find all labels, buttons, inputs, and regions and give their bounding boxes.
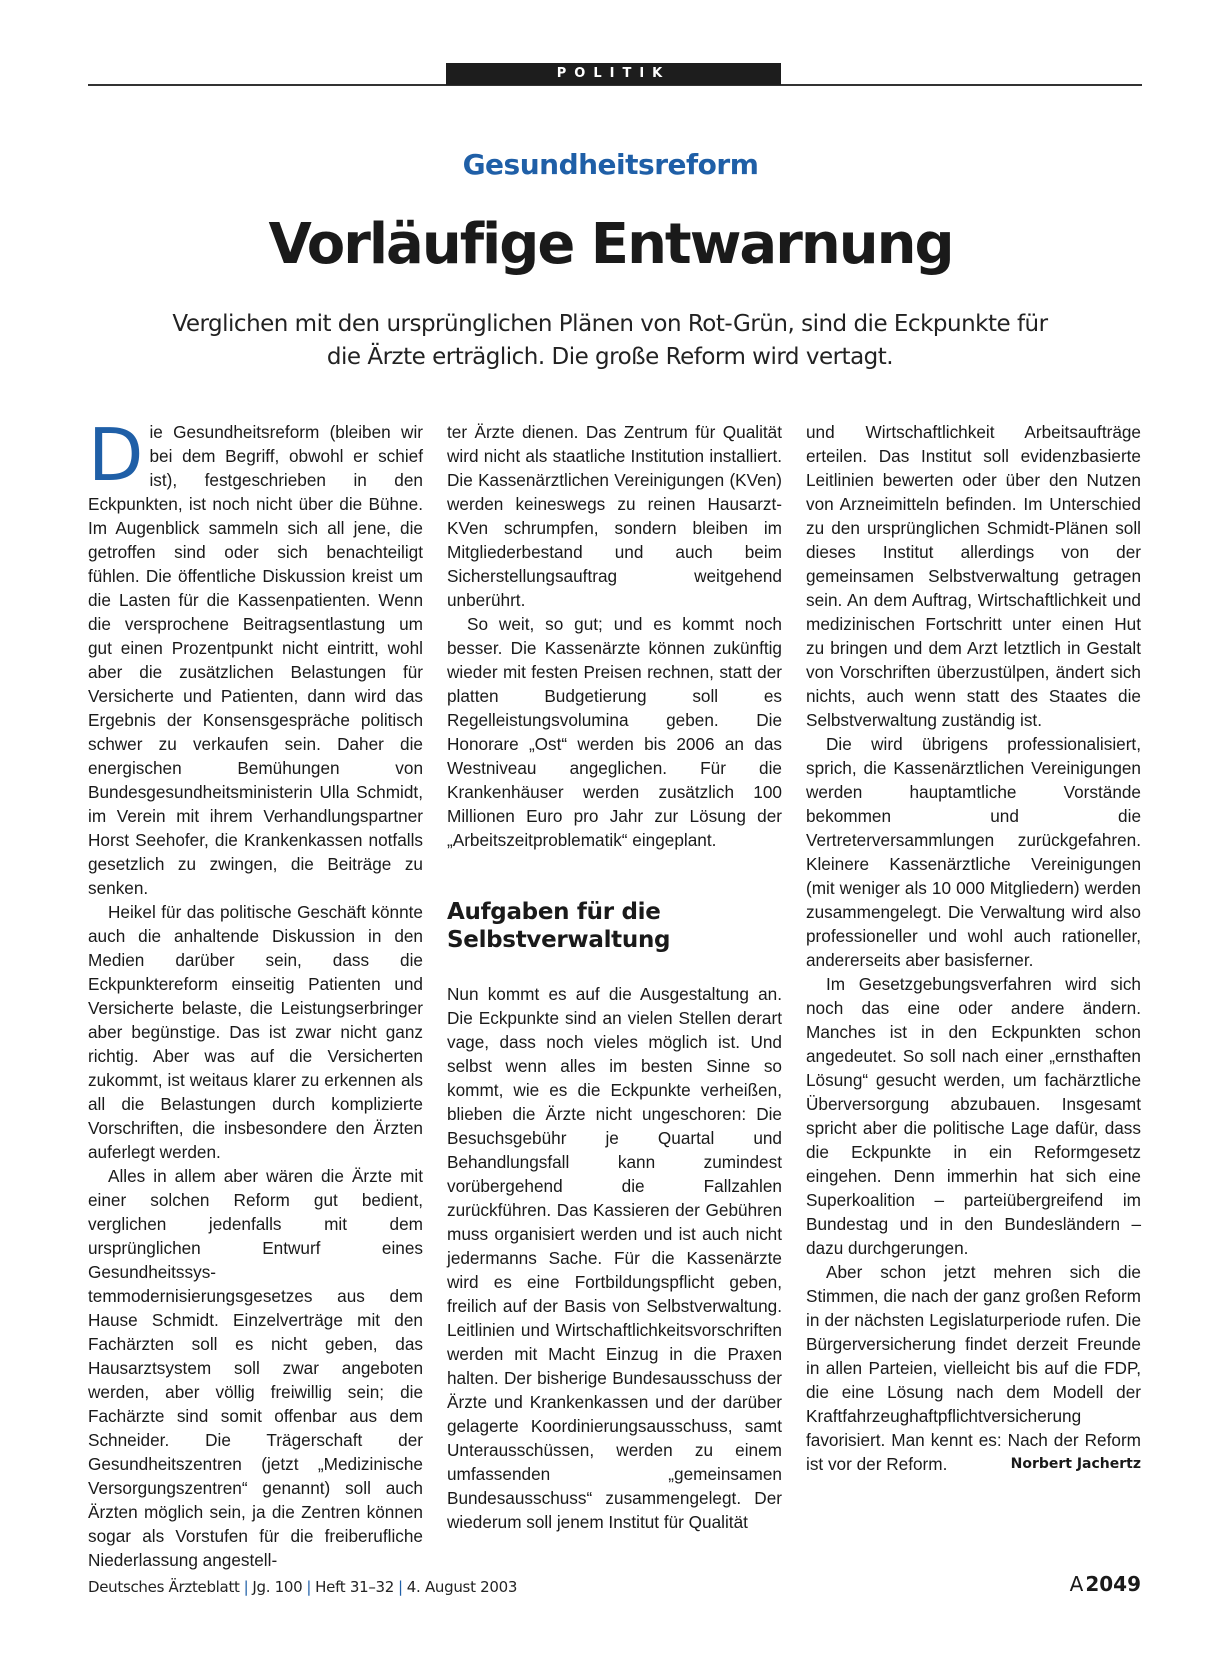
paragraph-7: Im Gesetzgebungsverfahren wird sich noch das eine oder andere ändern. Manches ist in den Eckpunkten schon angedeutet. So soll nach einer „ernsthaften Lösung“ gesucht werden, um fachärztliche Überversorgung abzubauen. Insgesamt spricht aber die politische Lage dafür, dass die Eckpunkte in ein Reformgesetz eingehen. Denn immerhin hat sich eine Superkoalition – parteiübergreifend im Bundestag und in den Bundesländern – dazu durchgerungen. [806,974,1141,1258]
date: 4. August 2003 [406,1578,518,1596]
paragraph-5-start: Nun kommt es auf die Ausgestaltung an. Die Eckpunkte sind an vielen Stellen derart vage, dass noch vieles möglich ist. Und selbst wenn alles im besten Sinne so kommt, wie es die Eckpunkte verheißen, blieben die Ärzte nicht ungeschoren: Die Besuchsgebühr je Quartal und Behandlungsfall kann zumindest vorübergehend die Fallzahlen zurückführen. Das Kassieren der Gebühren muss organisiert werden und ist auch nicht jedermanns Sache. Für die Kassenärzte wird es eine Fortbildungspflicht geben, freilich auf der Basis von Selbstverwaltung. Leitlinien und Wirtschaftlichkeitsvorschriften werden mit Macht Einzug in die Praxen halten. Der bisherige Bundesausschuss der Ärzte und Krankenkassen und der darüber gelagerte Koordinierungsausschuss, samt Unterausschüssen, werden zu einem umfassenden „gemeinsamen Bundesausschuss“ zusammengelegt. Der wiederum soll jenem Institut für Qualität [447,984,782,1532]
paragraph-3-start: Alles in allem aber wären die Ärzte mit einer solchen Reform gut bedient, verglichen jedenfalls mit dem ursprünglichen Entwurf eines Gesundheitssystemmodernisierungsgesetzes aus dem Hause Schmidt. Einzelverträge mit den Fachärzten soll es nicht geben, das Hausarztsystem soll zwar angeboten werden, aber völlig freiwillig sein; die Fachärzte sind somit offenbar aus dem Schneider. Die Trägerschaft der Gesundheitszentren (jetzt „Medizinische Versorgungszentren“ genannt) soll auch Ärzten möglich sein, ja die Zentren können sogar als Vorstufen für die freiberufliche Niederlassung angestell- [88,1166,423,1570]
footer [88,1578,517,1596]
paragraph-8 [806,1260,1141,1476]
footer-separator: | [243,1578,249,1596]
page-prefix: A [1069,1572,1084,1596]
paragraph-3-end: ter Ärzte dienen. Das Zentrum für Qualität wird nicht als staatliche Institution installiert. Die Kassenärztlichen Vereinigungen (KVen) werden keineswegs zu reinen Hausarzt-KVen schrumpfen, sondern bleiben im Mitgliederbestand und auch beim Sicherstellungsauftrag weitgehend unberührt. [447,422,782,610]
headline: Vorläufige Entwarnung [268,212,953,277]
deck: Verglichen mit den ursprünglichen Plänen von Rot-Grün, sind die Eckpunkte für die Ärzte erträglich. Die große Reform wird vertagt. [172,311,1048,370]
kicker: Gesundheitsreform [462,148,759,181]
page-number [1070,1572,1141,1596]
paragraph-1 [88,413,423,900]
issue: Heft 31–32 [315,1578,395,1596]
paragraph-2: Heikel für das politische Geschäft könnte auch die anhaltende Diskussion in den Medien darüber sein, dass die Eckpunktereform einseitig Patienten und Versicherte belaste, die Leistungserbringer aber begünstige. Das ist zwar nicht ganz richtig. Aber was auf die Versicherten zukommt, ist weitaus klarer zu erkennen als all die Belastungen durch komplizierte Vorschriften, die insbesondere den Ärzten auferlegt werden. [88,902,423,1162]
article-column-1 [88,413,423,1572]
section-label: POLITIK [446,63,781,85]
subhead: Aufgaben für die Selbstverwaltung [447,899,671,953]
paragraph-6: Die wird übrigens professionalisiert, sprich, die Kassenärztlichen Vereinigungen werden hauptamtliche Vorstände bekommen und die Vertreterversammlungen zurückgefahren. Kleinere Kassenärztliche Vereinigungen (mit weniger als 10 000 Mitgliedern) werden zusammengelegt. Die Verwaltung wird also professioneller und wohl auch rationeller, andererseits aber basisferner. [806,734,1141,970]
footer-separator: | [306,1578,312,1596]
paragraph-8-text: Aber schon jetzt mehren sich die Stimmen, die nach der ganz großen Reform in der nächsten Legislaturperiode rufen. Die Bürgerversicherung findet derzeit Freunde in allen Parteien, vielleicht bis auf die FDP, die eine Lösung nach dem Modell der Kraftfahrzeughaftpflichtversicherung favorisiert. Man kennt es: Nach der Reform ist vor der Reform. [806,1262,1141,1474]
page-number-value: 2049 [1085,1572,1141,1596]
article-column-3 [806,420,1141,1476]
footer-separator: | [398,1578,403,1596]
paragraph-1-text: ie Gesundheitsreform (bleiben wir bei dem Begriff, obwohl er schief ist), festgeschrieben in den Eckpunkten, ist noch nicht über die Bühne. Im Augenblick sammeln sich all jene, die getroffen sind oder sich benachteiligt fühlen. Die öffentliche Diskussion kreist um die Lasten für die Kassenpatienten. Wenn die versprochene Beitragsentlastung um gut einen Prozentpunkt nicht eintritt, wohl aber die zusätzlichen Belastungen für Versicherte und Patienten, dann wird das Ergebnis der Konsensgespräche politisch schwer zu verkaufen sein. Daher die energischen Bemühungen von Bundesgesundheitsministerin Ulla Schmidt, im Verein mit ihrem Verhandlungspartner Horst Seehofer, die Krankenkassen notfalls gesetzlich zu zwingen, die Beiträge zu senken. [88,422,423,898]
paragraph-4: So weit, so gut; und es kommt noch besser. Die Kassenärzte können zukünftig wieder mit festen Preisen rechnen, statt der platten Budgetierung soll es Regelleistungsvolumina geben. Die Honorare „Ost“ werden bis 2006 an das Westniveau angeglichen. Für die Krankenhäuser werden zusätzlich 100 Millionen Euro pro Jahr zur Lösung der „Arbeitszeitproblematik“ eingeplant. [447,614,782,850]
article-column-2 [447,420,782,1534]
paragraph-5-end: und Wirtschaftlichkeit Arbeitsaufträge erteilen. Das Institut soll evidenzbasierte Leitlinien bewerten oder über den Nutzen von Arzneimitteln befinden. Im Unterschied zu den ursprünglichen Schmidt-Plänen soll dieses Institut allerdings von der gemeinsamen Selbstverwaltung getragen sein. An dem Auftrag, Wirtschaftlichkeit und medizinischen Fortschritt unter einen Hut zu bringen und dem Arzt letztlich in Gestalt von Vorschriften überzustülpen, ändert sich nichts, auch wenn statt des Staates die Selbstverwaltung zuständig ist. [806,422,1141,730]
journal-name: Deutsches Ärzteblatt [88,1578,240,1596]
volume: Jg. 100 [252,1578,303,1596]
author-name: Norbert Jachertz [1010,1456,1141,1472]
drop-cap: D [88,413,144,497]
